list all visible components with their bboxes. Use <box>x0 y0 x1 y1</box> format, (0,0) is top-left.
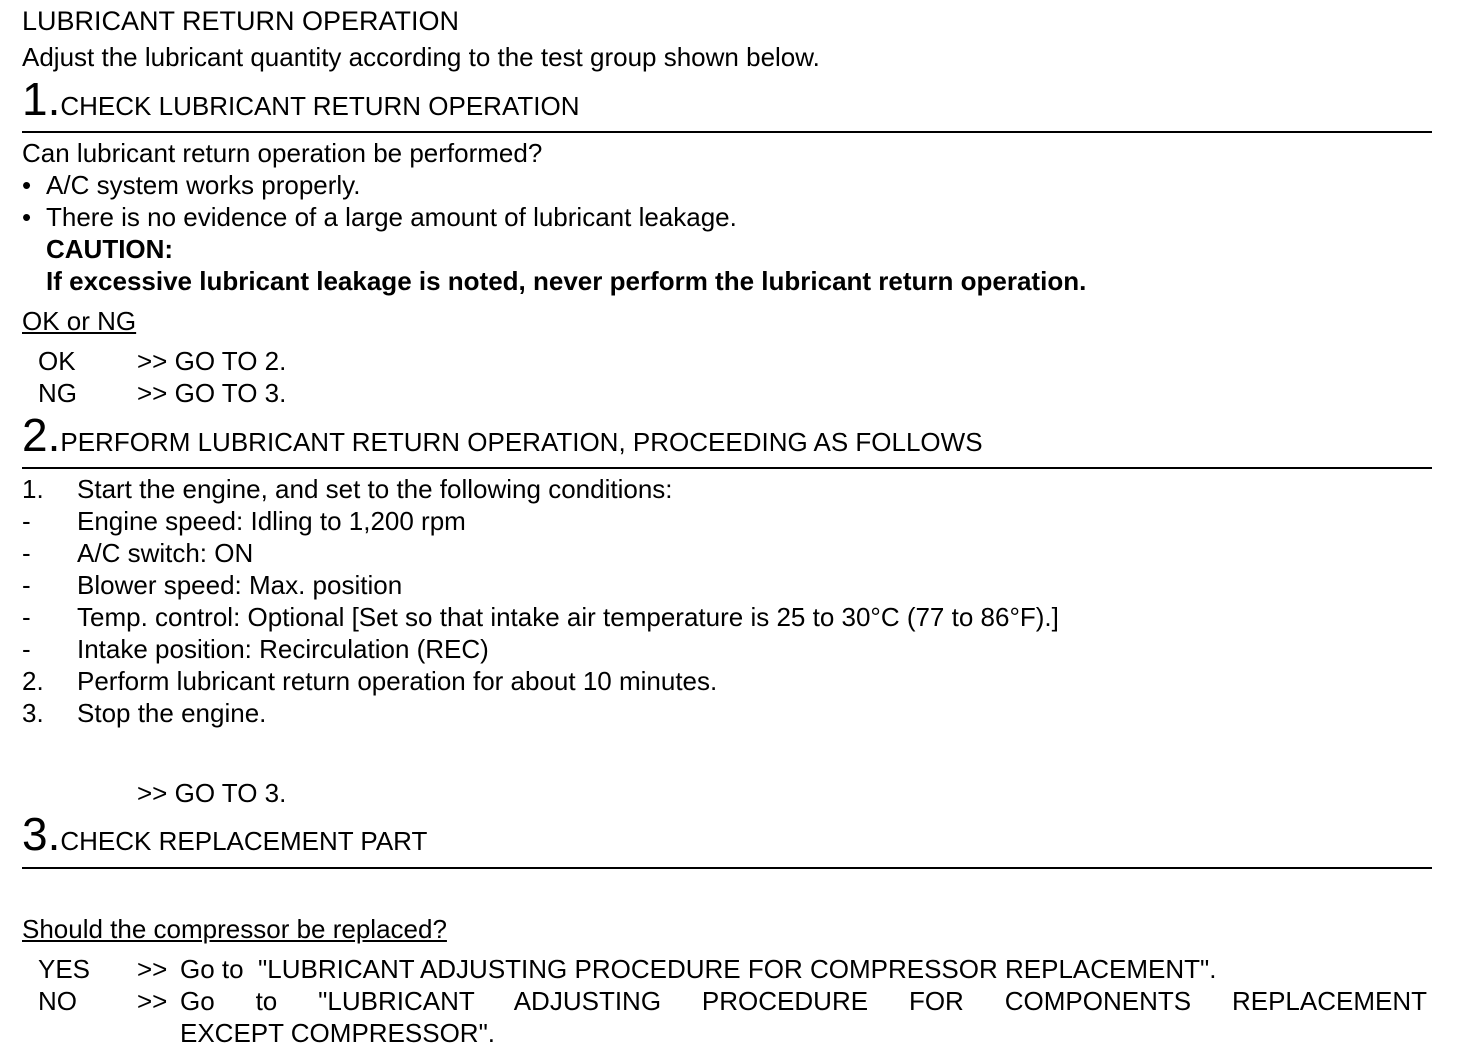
step-3-divider <box>22 867 1432 869</box>
step-1-title: CHECK LUBRICANT RETURN OPERATION <box>60 91 580 121</box>
step-1-number: 1. <box>22 73 61 125</box>
bullet-icon: • <box>22 170 32 200</box>
intro-text: Adjust the lubricant quantity according to the test group shown below. <box>22 42 820 72</box>
step-1-divider <box>22 131 1432 133</box>
list-item: Perform lubricant return operation for about 10 minutes. <box>77 666 718 696</box>
list-marker: 2. <box>22 666 44 696</box>
step-3-heading <box>22 808 428 860</box>
step-3-number: 3. <box>22 808 61 860</box>
result-arrow-yes: >> <box>137 954 168 984</box>
caution-label: CAUTION: <box>46 234 174 264</box>
list-item: Stop the engine. <box>77 698 267 728</box>
result-action-yes: Go to "LUBRICANT ADJUSTING PROCEDURE FOR COMPRESSOR REPLACEMENT". <box>180 954 1217 984</box>
list-marker: - <box>22 602 31 632</box>
list-item: A/C switch: ON <box>77 538 254 568</box>
result-action-ok: >> GO TO 2. <box>137 346 287 376</box>
list-marker: - <box>22 570 31 600</box>
list-marker: - <box>22 506 31 536</box>
result-arrow-no: >> <box>137 986 168 1016</box>
step-1-question: Can lubricant return operation be performed? <box>22 138 543 168</box>
step-2-number: 2. <box>22 409 61 461</box>
step-2-title: PERFORM LUBRICANT RETURN OPERATION, PROCEEDING AS FOLLOWS <box>60 427 983 457</box>
list-item: Engine speed: Idling to 1,200 rpm <box>77 506 466 536</box>
result-key-ng: NG <box>38 378 77 408</box>
caution-text: If excessive lubricant leakage is noted, never perform the lubricant return operation. <box>46 266 1087 296</box>
step-2-divider <box>22 467 1432 469</box>
bullet-item: A/C system works properly. <box>46 170 361 200</box>
list-marker: 3. <box>22 698 44 728</box>
result-label: OK or NG <box>22 306 137 336</box>
list-marker: 1. <box>22 474 44 504</box>
result-key-no: NO <box>38 986 77 1016</box>
list-marker: - <box>22 538 31 568</box>
list-item: Temp. control: Optional [Set so that intake air temperature is 25 to 30°C (77 to 86°F).] <box>77 602 1059 632</box>
result-action-no-line-1: Go to "LUBRICANT ADJUSTING PROCEDURE FOR COMPONENTS REPLACEMENT <box>180 986 1427 1016</box>
step-3-question: Should the compressor be replaced? <box>22 914 447 944</box>
step-2-goto: >> GO TO 3. <box>137 778 287 808</box>
list-item: Intake position: Recirculation (REC) <box>77 634 489 664</box>
bullet-item: There is no evidence of a large amount of lubricant leakage. <box>46 202 737 232</box>
bullet-icon: • <box>22 202 32 232</box>
list-item: Start the engine, and set to the following conditions: <box>77 474 673 504</box>
list-marker: - <box>22 634 31 664</box>
result-action-ng: >> GO TO 3. <box>137 378 287 408</box>
step-3-title: CHECK REPLACEMENT PART <box>60 826 428 856</box>
list-item: Blower speed: Max. position <box>77 570 403 600</box>
step-2-heading <box>22 409 983 461</box>
result-key-yes: YES <box>38 954 91 984</box>
step-1-heading <box>22 73 580 125</box>
page-title: LUBRICANT RETURN OPERATION <box>22 6 460 36</box>
result-action-no-line-2: EXCEPT COMPRESSOR". <box>180 1018 496 1048</box>
result-key-ok: OK <box>38 346 76 376</box>
